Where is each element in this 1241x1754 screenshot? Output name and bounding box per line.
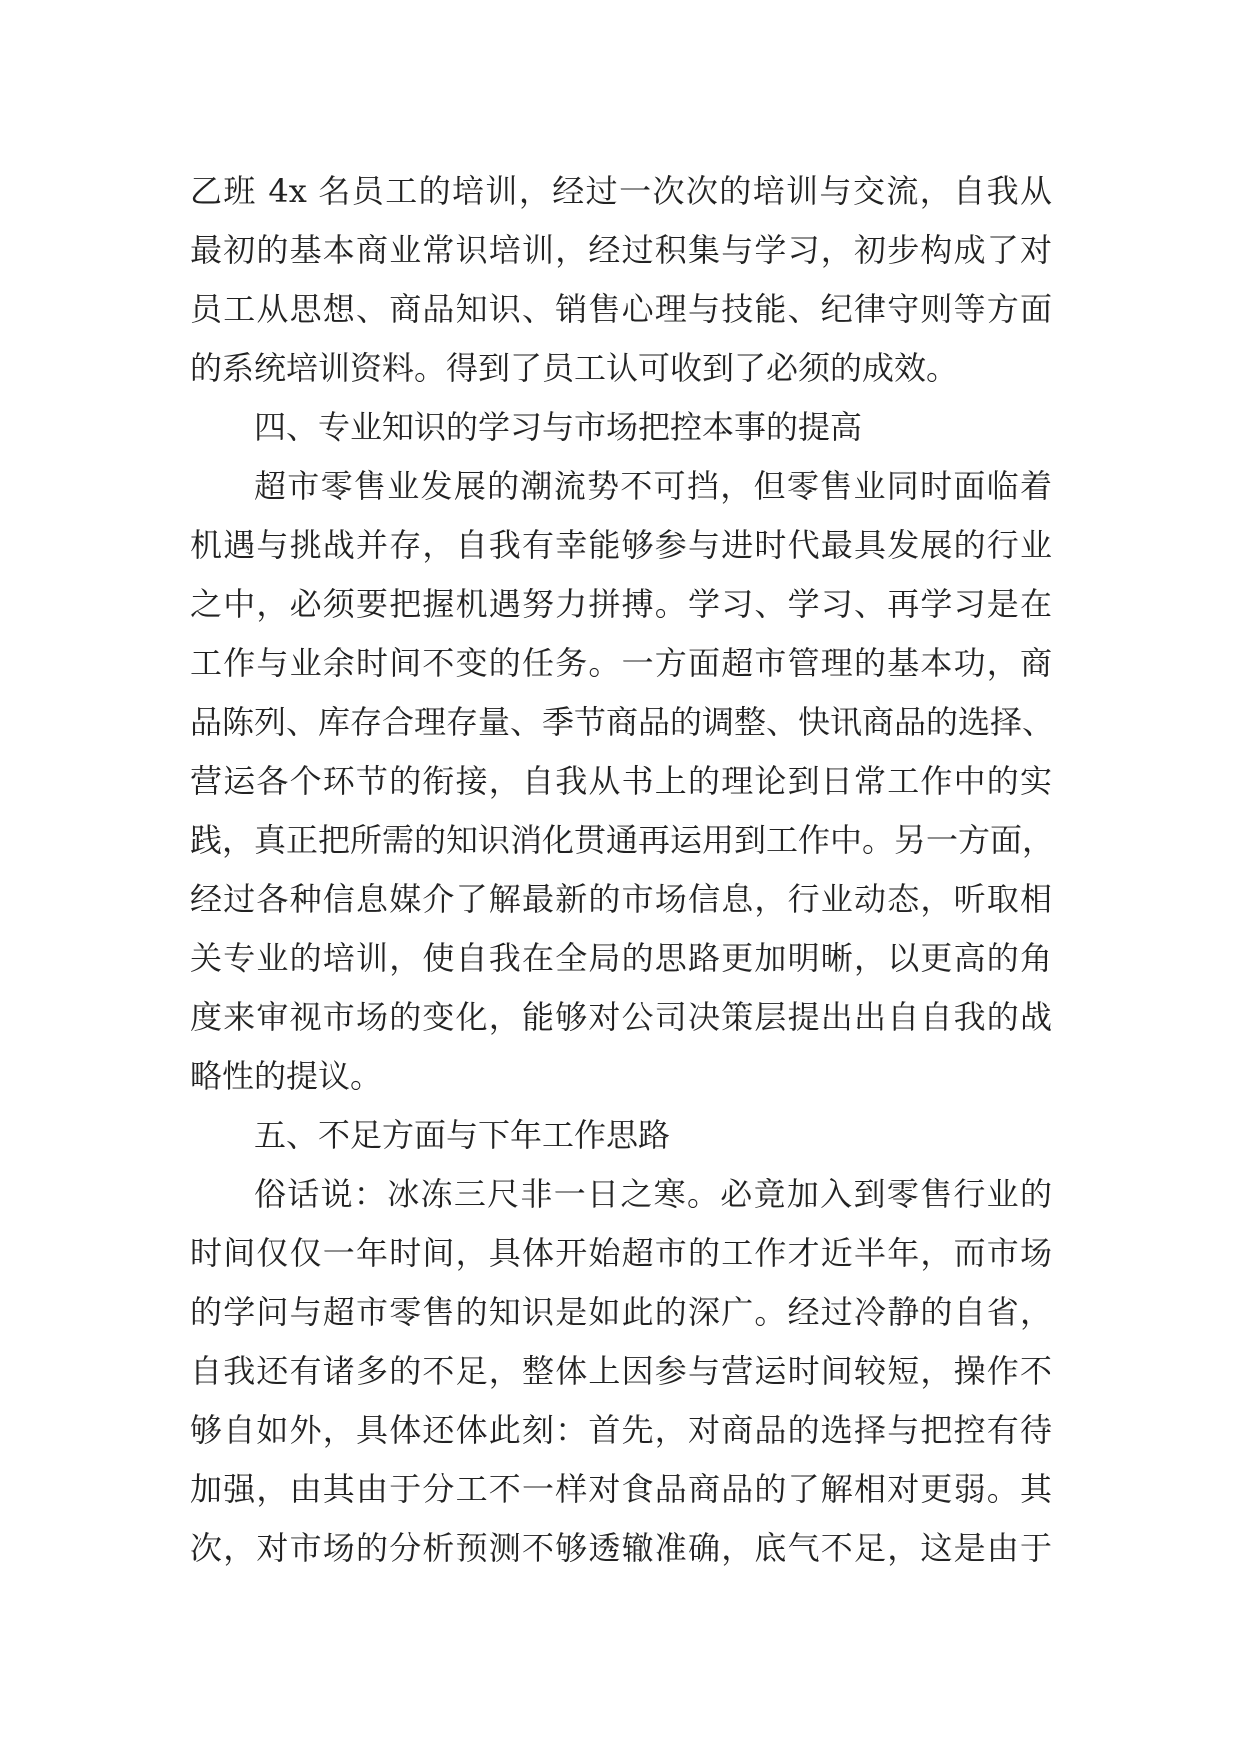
paragraph-shortcomings — [190, 1165, 1052, 1578]
text-line: 超市零售业发展的潮流势不可挡，但零售业同时面临着 — [254, 467, 1052, 505]
text-line: 的系统培训资料。得到了员工认可收到了必须的成效。 — [190, 349, 959, 387]
text-line: 经过各种信息媒介了解最新的市场信息，行业动态，听取相 — [190, 880, 1052, 918]
heading-text: 五、不足方面与下年工作思路 — [254, 1116, 671, 1154]
text-line: 最初的基本商业常识培训，经过积集与学习，初步构成了对 — [190, 231, 1052, 269]
text-line: 关专业的培训，使自我在全局的思路更加明晰，以更高的角 — [190, 939, 1052, 977]
text-line: 践，真正把所需的知识消化贯通再运用到工作中。另一方面， — [190, 821, 1055, 859]
text-line: 略性的提议。 — [190, 1057, 383, 1095]
heading-text: 四、专业知识的学习与市场把控本事的提高 — [254, 408, 863, 446]
text-line: 工作与业余时间不变的任务。一方面超市管理的基本功，商 — [190, 644, 1052, 682]
text-line: 够自如外，具体还体此刻：首先，对商品的选择与把控有待 — [190, 1411, 1052, 1449]
section-heading-four — [190, 398, 1052, 457]
text-line: 自我还有诸多的不足，整体上因参与营运时间较短，操作不 — [190, 1352, 1052, 1390]
text-line: 乙班 4x 名员工的培训，经过一次次的培训与交流，自我从 — [190, 172, 1052, 210]
text-line: 俗话说：冰冻三尺非一日之寒。必竟加入到零售行业的 — [254, 1175, 1052, 1213]
section-heading-five — [190, 1106, 1052, 1165]
text-line: 的学问与超市零售的知识是如此的深广。经过冷静的自省， — [190, 1293, 1052, 1331]
text-line: 加强，由其由于分工不一样对食品商品的了解相对更弱。其 — [190, 1470, 1052, 1508]
text-line: 度来审视市场的变化，能够对公司决策层提出出自自我的战 — [190, 998, 1052, 1036]
document-body — [190, 162, 1055, 1578]
text-line: 品陈列、库存合理存量、季节商品的调整、快讯商品的选择、 — [190, 703, 1055, 741]
text-line: 机遇与挑战并存，自我有幸能够参与进时代最具发展的行业 — [190, 526, 1052, 564]
text-line: 次，对市场的分析预测不够透辙准确，底气不足，这是由于 — [190, 1529, 1052, 1567]
text-line: 之中，必须要把握机遇努力拼搏。学习、学习、再学习是在 — [190, 585, 1052, 623]
paragraph-professional-learning — [190, 457, 1055, 1106]
paragraph-training-results — [190, 162, 1052, 398]
text-line: 员工从思想、商品知识、销售心理与技能、纪律守则等方面 — [190, 290, 1052, 328]
text-line: 营运各个环节的衔接，自我从书上的理论到日常工作中的实 — [190, 762, 1052, 800]
text-line: 时间仅仅一年时间，具体开始超市的工作才近半年，而市场 — [190, 1234, 1052, 1272]
